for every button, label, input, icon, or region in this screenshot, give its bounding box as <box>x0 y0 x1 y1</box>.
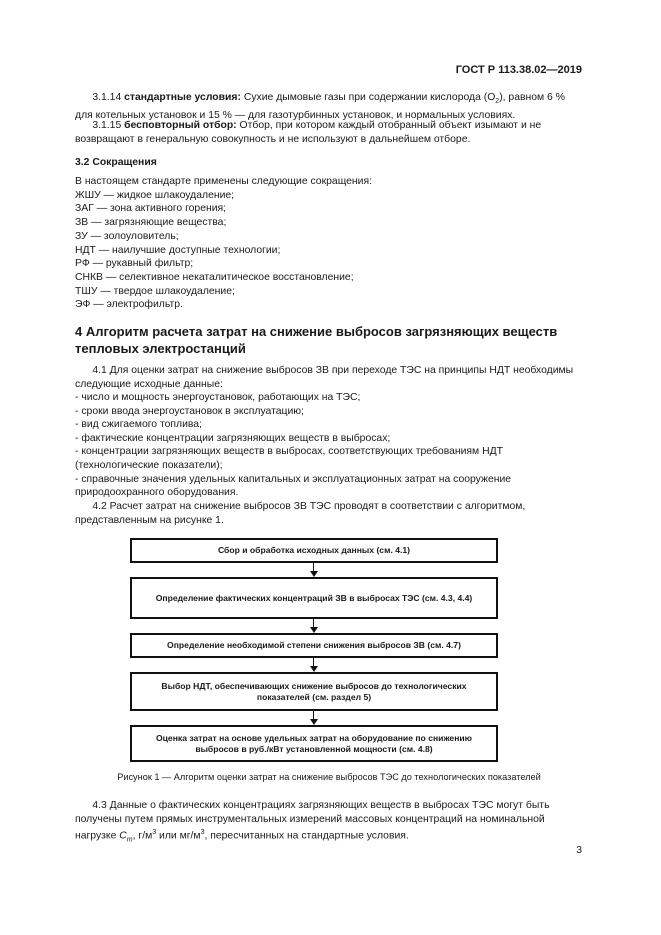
section-3-2-heading: 3.2 Сокращения <box>75 157 157 168</box>
paragraph-3-1-14 <box>75 91 583 122</box>
list-item: - концентрации загрязняющих веществ в выбросах, соответствующих требованиям НДТ (технологические показатели); <box>75 446 503 471</box>
figure-caption: Рисунок 1 — Алгоритм оценки затрат на снижение выбросов ТЭС до технологических показателей <box>117 772 541 782</box>
flow-step-2: Определение фактических концентраций ЗВ в выбросах ТЭС (см. 4.3, 4.4) <box>130 577 498 619</box>
flow-step-4: Выбор НДТ, обеспечивающих снижение выбросов до технологических показателей (см. раздел 5) <box>130 672 498 711</box>
flow-step-3: Определение необходимой степени снижения выбросов ЗВ (см. 4.7) <box>130 633 498 658</box>
symbol-subscript: m <box>126 836 133 844</box>
term: бесповторный отбор: <box>124 120 237 131</box>
list-item: ЗАГ — зона активного горения; <box>75 203 227 215</box>
symbol: C <box>119 830 127 842</box>
list-item: - справочные значения удельных капитальных и эксплуатационных затрат на сооружение природоохранного оборудования. <box>75 473 512 499</box>
page-number: 3 <box>576 845 582 856</box>
list-item: НДТ — наилучшие доступные технологии; <box>75 244 281 256</box>
paragraph-3-1-15 <box>75 119 583 146</box>
flow-step-5: Оценка затрат на основе удельных затрат на оборудование по снижению выбросов в руб./кВт установленной мощности (см. 4.8) <box>130 725 498 762</box>
superscript: 3 <box>152 829 157 837</box>
definition-text: Сухие дымовые газы при содержании кислорода (O <box>243 92 496 103</box>
list-intro: В настоящем стандарте применены следующие сокращения: <box>75 176 372 187</box>
flow-step-1: Сбор и обработка исходных данных (см. 4.1) <box>130 538 498 563</box>
paragraph-text-end: , пересчитанных на стандартные условия. <box>204 830 409 842</box>
definition-text-cont: ), равном 6 % для котельных установок и 15 % — для газотурбинных установок, и нормальных условиях. <box>75 92 565 121</box>
paragraph-4-3 <box>75 799 583 847</box>
section-4-heading: 4 Алгоритм расчета затрат на снижение выбросов загрязняющих веществ тепловых электростанций <box>75 324 558 356</box>
list-item: - сроки ввода энергоустановок в эксплуатацию; <box>75 405 304 417</box>
superscript: 3 <box>200 829 205 837</box>
list-item: ЗУ — золоуловитель; <box>75 230 179 242</box>
paragraph-text: 4.2 Расчет затрат на снижение выбросов ЗВ ТЭС проводят в соответствии с алгоритмом, представленным на рисунке 1. <box>75 501 526 526</box>
list-item: - фактические концентрации загрязняющих веществ в выбросах; <box>75 432 391 444</box>
list-item: ЗВ — загрязняющие вещества; <box>75 217 227 229</box>
input-data-list <box>75 391 583 500</box>
paragraph-text: 4.1 Для оценки затрат на снижение выбросов ЗВ при переходе ТЭС на принципы НДТ необходимы следующие исходные данные: <box>75 365 574 390</box>
paragraph-text: 4.3 Данные о фактических концентрациях загрязняющих веществ в выбросах ТЭС могут быть получены путем прямых инструментальных измерений массовых концентраций на номинальной нагрузке <box>75 800 550 842</box>
list-item: - число и мощность энергоустановок, работающих на ТЭС; <box>75 392 361 403</box>
paragraph-4-1 <box>75 364 583 391</box>
term: стандартные условия: <box>124 92 241 103</box>
list-item: РФ — рукавный фильтр; <box>75 258 194 270</box>
abbreviations-list <box>75 175 583 312</box>
unit-text: , г/м <box>132 830 153 842</box>
document-header: ГОСТ Р 113.38.02—2019 <box>455 64 582 76</box>
clause-number: 3.1.15 <box>92 120 122 131</box>
list-item: ЖШУ — жидкое шлакоудаление; <box>75 189 235 201</box>
subscript: 2 <box>495 98 500 106</box>
list-item: СНКВ — селективное некаталитическое восстановление; <box>75 271 354 283</box>
list-item: - вид сжигаемого топлива; <box>75 419 202 431</box>
list-item: ЭФ — электрофильтр. <box>75 299 183 311</box>
list-item: ТШУ — твердое шлакоудаление; <box>75 285 235 297</box>
definition-text: Отбор, при котором каждый отобранный объект изымают и не возвращают в генеральную совокупность и не используют в дальнейшем отборе. <box>75 120 542 145</box>
clause-number: 3.1.14 <box>92 92 122 103</box>
unit-text: или мг/м <box>156 830 201 842</box>
paragraph-4-2 <box>75 500 583 527</box>
